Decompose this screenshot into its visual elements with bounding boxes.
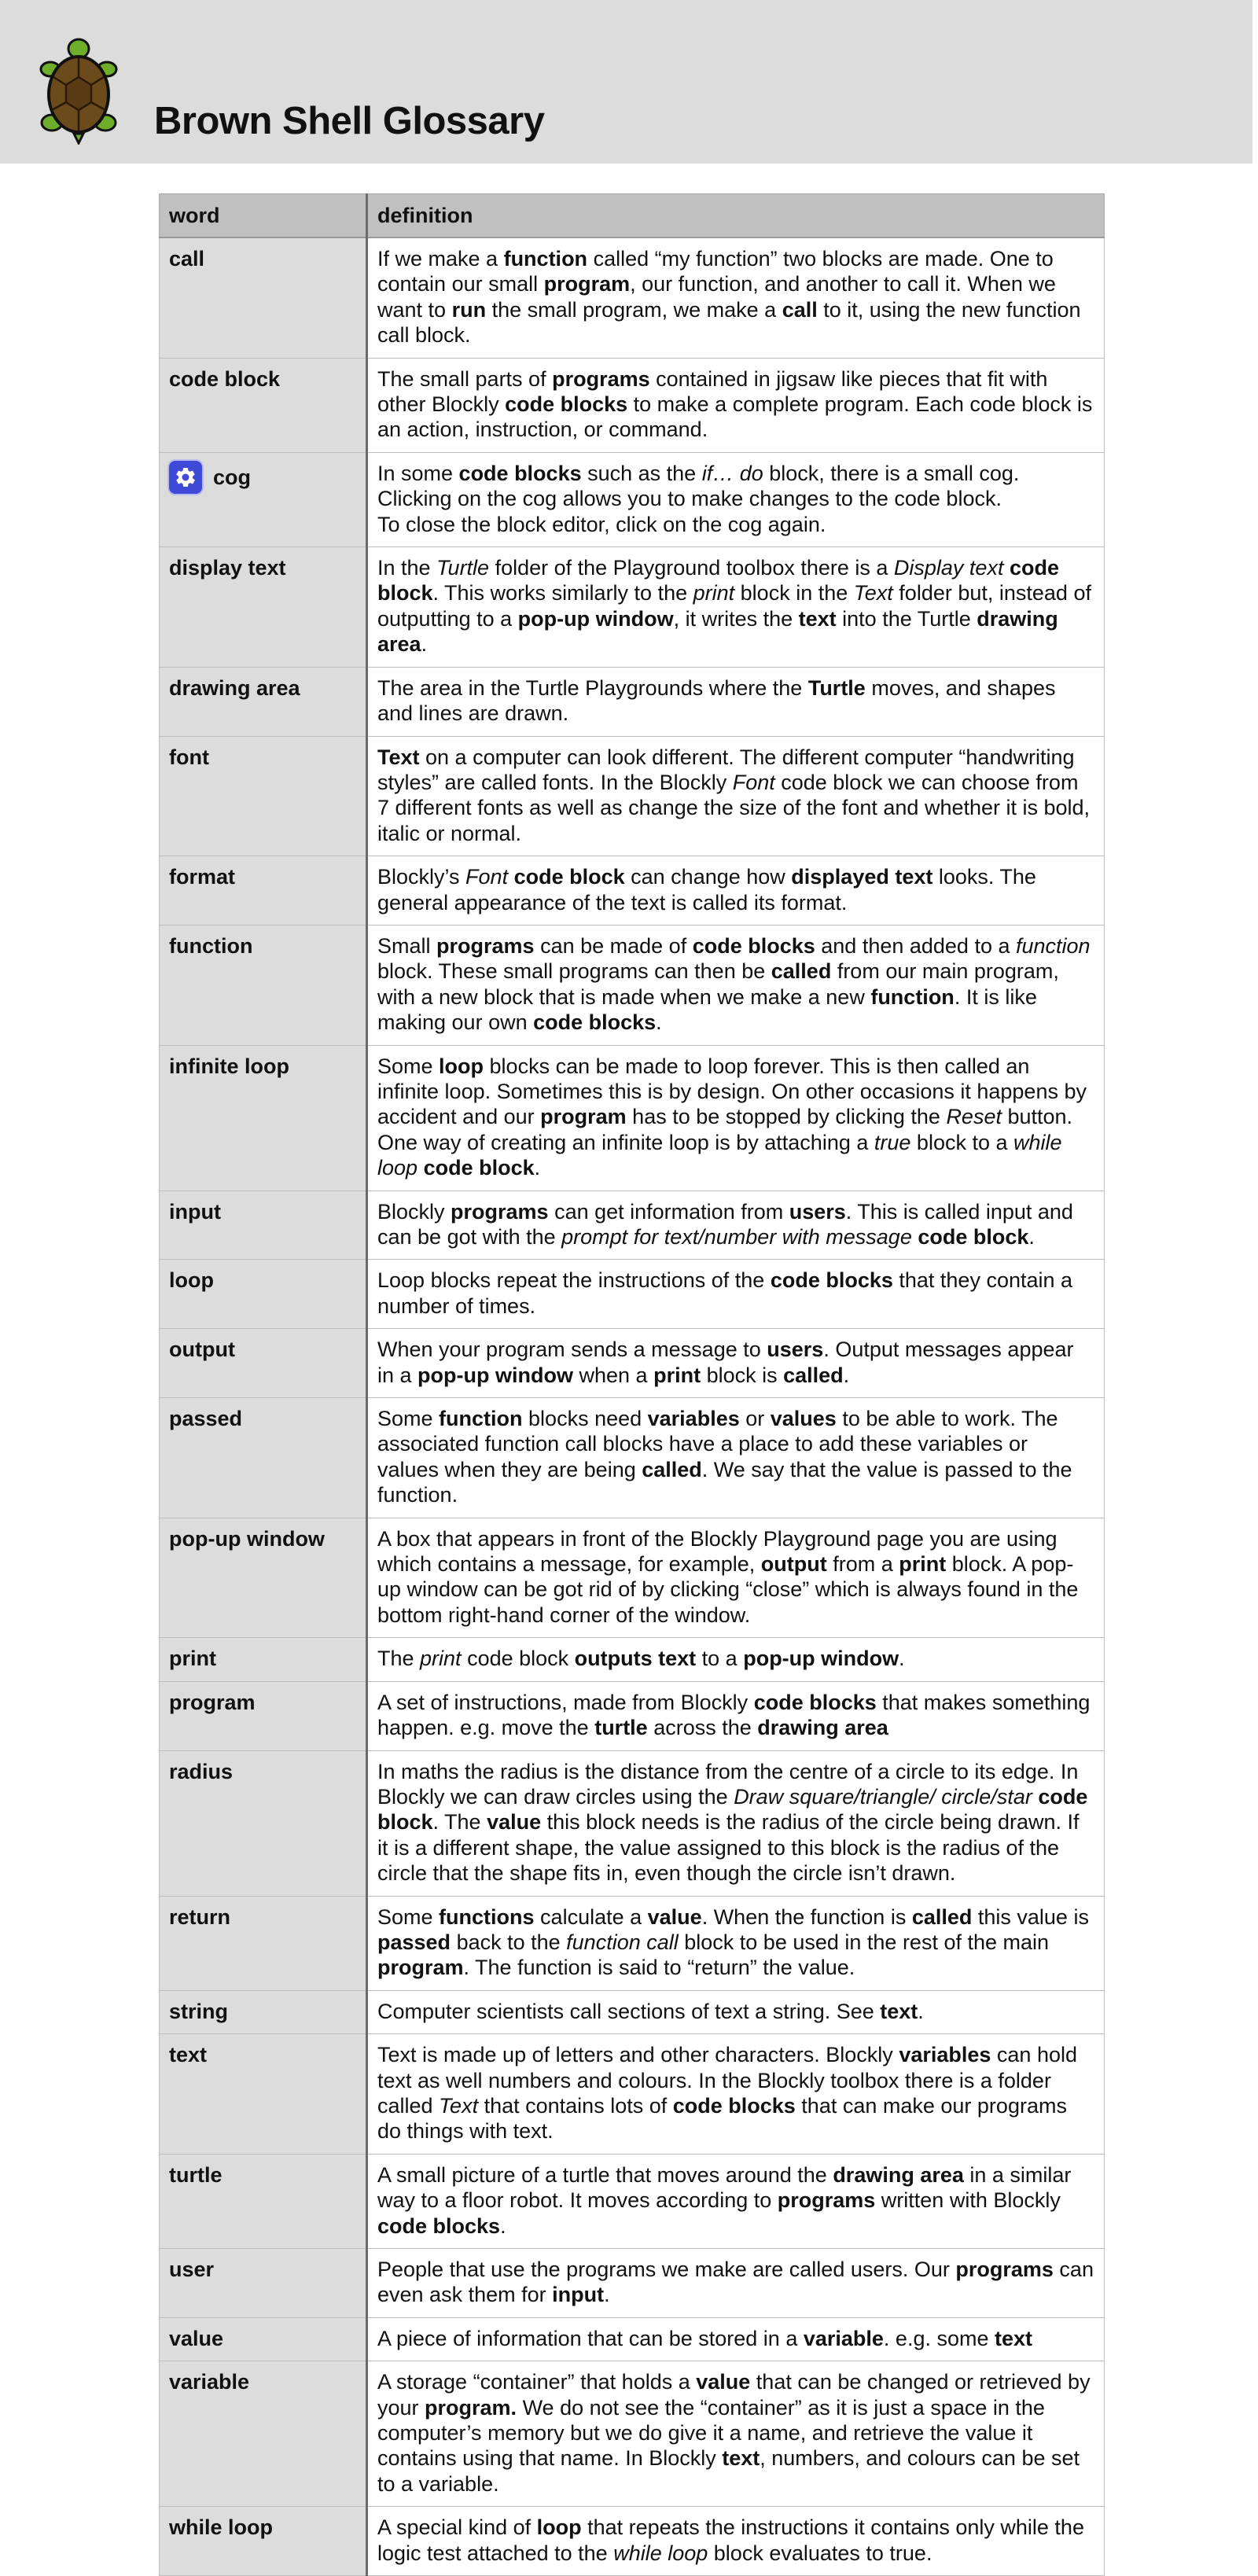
- table-header-row: [160, 194, 1105, 238]
- table-row: [160, 2317, 1105, 2361]
- definition-reference: Text: [439, 2093, 479, 2118]
- definition-text: Some: [377, 1054, 440, 1078]
- glossary-word: [160, 2361, 367, 2507]
- definition-text: A piece of information that can be stored in a: [377, 2326, 804, 2350]
- definition-text: or: [739, 1407, 771, 1431]
- glossary-definition: [367, 2249, 1105, 2318]
- glossary-definition: [367, 2361, 1105, 2507]
- definition-term: programs: [436, 933, 535, 958]
- glossary-word: [160, 925, 367, 1045]
- definition-text: [1003, 556, 1010, 580]
- definition-term: text: [995, 2326, 1033, 2350]
- definition-reference: while loop: [613, 2541, 708, 2565]
- definition-term: program.: [425, 2395, 517, 2420]
- glossary-word-label: string: [169, 1999, 229, 2023]
- glossary-word-label: print: [169, 1647, 216, 1671]
- definition-text: . It is like making our own: [377, 984, 1037, 1035]
- definition-text: Blockly’s: [377, 865, 466, 889]
- definition-text: folder but, instead of outputting to a: [377, 581, 1091, 631]
- definition-term: output: [760, 1552, 827, 1577]
- definition-text: and then added to a: [815, 933, 1016, 958]
- glossary-definition: [367, 1398, 1105, 1518]
- definition-text: A small picture of a turtle that moves around the: [377, 2162, 833, 2187]
- definition-text: that repeats the instructions it contains only while the logic test attached to the: [377, 2515, 1084, 2565]
- definition-term: turtle: [594, 1716, 648, 1740]
- glossary-word: [160, 1990, 367, 2033]
- definition-text: .: [604, 2283, 610, 2307]
- definition-text: Some: [377, 1904, 440, 1929]
- glossary-word-label: user: [169, 2258, 215, 2281]
- table-row: [160, 1750, 1105, 1896]
- definition-text: this block needs is the radius of the circle being drawn. If it is a different shape, the value assigned to this block is the radius of the circle that the shape fits in, even though the circle isn’t drawn.: [377, 1810, 1080, 1886]
- definition-text: that they contain a number of times.: [377, 1268, 1073, 1318]
- table-row: [160, 2507, 1105, 2576]
- glossary-word-label: while loop: [169, 2515, 273, 2540]
- definition-text: [417, 1156, 424, 1179]
- definition-text: . e.g. some: [883, 2326, 995, 2350]
- definition-term: print: [899, 1552, 947, 1577]
- glossary-definition: [367, 1896, 1105, 1990]
- table-row: [160, 2034, 1105, 2155]
- definition-term: programs: [451, 1199, 549, 1224]
- definition-text: A box that appears in front of the Blockly Playground page you are using which contains a message, for example,: [377, 1526, 1058, 1577]
- definition-term: drawing area: [377, 606, 1058, 657]
- definition-term: program: [377, 1956, 464, 1980]
- definition-text: The small parts of: [377, 366, 553, 391]
- glossary-word-label: format: [169, 865, 236, 889]
- definition-term: call: [782, 297, 818, 322]
- glossary-table: [159, 193, 1105, 2576]
- glossary-word-label: variable: [169, 2370, 250, 2394]
- glossary-definition: [367, 1638, 1105, 1681]
- definition-text: Small: [377, 933, 437, 958]
- glossary-definition: [367, 2154, 1105, 2248]
- definition-text: can even ask them for: [377, 2258, 1094, 2307]
- definition-text: can hold text as well numbers and colours. In the Blockly toolbox there is a folder called: [377, 2043, 1077, 2118]
- definition-term: code blocks: [692, 933, 815, 958]
- definition-text: block to be used in the rest of the main: [678, 1930, 1050, 1954]
- table-row: [160, 736, 1105, 856]
- definition-term: program: [540, 1105, 627, 1129]
- definition-text: blocks can be made to loop forever. This is then called an infinite loop. Sometimes this is by design. On other occasions it happens by accident and our: [377, 1054, 1087, 1129]
- glossary-word-label: code block: [169, 366, 281, 391]
- glossary-word-label: program: [169, 1690, 256, 1714]
- table-row: [160, 1260, 1105, 1329]
- definition-text: In some: [377, 461, 459, 485]
- definition-reference: function: [1016, 933, 1091, 958]
- definition-text: that can be changed or retrieved by your: [377, 2370, 1091, 2420]
- definition-term: function: [439, 1407, 523, 1431]
- table-row: [160, 1990, 1105, 2033]
- glossary-definition: [367, 1045, 1105, 1190]
- definition-text: .: [656, 1010, 662, 1035]
- definition-text: from a: [826, 1552, 899, 1577]
- definition-term: code blocks: [458, 461, 582, 485]
- definition-text: . When the function is: [701, 1904, 912, 1929]
- glossary-definition: [367, 1681, 1105, 1750]
- glossary-word: [160, 2317, 367, 2361]
- table-row: [160, 358, 1105, 452]
- glossary-word: [160, 1190, 367, 1260]
- table-row: [160, 1329, 1105, 1398]
- table-row: [160, 925, 1105, 1045]
- glossary-word: [160, 736, 367, 856]
- definition-text: that can make our programs do things with text.: [377, 2093, 1067, 2144]
- definition-text: has to be stopped by clicking the: [626, 1105, 947, 1129]
- definition-term: passed: [377, 1930, 451, 1954]
- glossary-word: [160, 2249, 367, 2318]
- definition-term: text: [722, 2446, 760, 2471]
- definition-text: .: [843, 1363, 850, 1387]
- definition-term: displayed text: [791, 865, 933, 889]
- glossary-definition: [367, 358, 1105, 452]
- table-row: [160, 547, 1105, 668]
- table-row: [160, 1398, 1105, 1518]
- definition-text: . This works similarly to the: [432, 581, 693, 605]
- definition-term: value: [696, 2370, 751, 2394]
- definition-text: blocks need: [522, 1407, 648, 1431]
- glossary-word: [160, 1398, 367, 1518]
- definition-text: Computer scientists call sections of text a string. See: [377, 1999, 881, 2023]
- glossary-word-label: infinite loop: [169, 1054, 289, 1078]
- glossary-definition: [367, 1750, 1105, 1896]
- table-row: [160, 667, 1105, 736]
- definition-term: variables: [899, 2043, 991, 2067]
- definition-text: If we make a: [377, 247, 504, 270]
- definition-text: When your program sends a message to: [377, 1338, 767, 1362]
- definition-term: program: [543, 272, 631, 296]
- turtle-logo-icon: [36, 38, 121, 145]
- definition-text: , our function, and another to call it. When we want to: [377, 272, 1056, 322]
- definition-text: into the Turtle: [836, 606, 977, 631]
- glossary-word: [160, 237, 367, 358]
- definition-term: outputs text: [574, 1647, 697, 1671]
- definition-text: A storage “container” that holds a: [377, 2370, 697, 2394]
- glossary-definition: [367, 856, 1105, 926]
- definition-text: such as the: [581, 461, 702, 485]
- definition-text: People that use the programs we make are called users. Our: [377, 2258, 956, 2281]
- definition-reference: print: [420, 1647, 462, 1671]
- definition-term: drawing area: [833, 2162, 964, 2187]
- definition-term: programs: [777, 2188, 876, 2213]
- glossary-definition: [367, 1190, 1105, 1260]
- definition-text: In the: [377, 556, 437, 580]
- glossary-word: [160, 358, 367, 452]
- glossary-word-label: font: [169, 745, 209, 769]
- glossary-word-label: loop: [169, 1268, 214, 1293]
- glossary-definition: [367, 925, 1105, 1045]
- definition-reference: Font: [732, 770, 775, 794]
- definition-text: .: [1028, 1225, 1035, 1249]
- definition-text: The: [377, 1647, 421, 1671]
- glossary-word: [160, 452, 367, 546]
- definition-term: text: [798, 606, 837, 631]
- definition-text: .: [918, 1999, 924, 2023]
- definition-term: programs: [955, 2258, 1054, 2281]
- glossary-definition: [367, 452, 1105, 546]
- definition-text: Some: [377, 1407, 440, 1431]
- glossary-word-label: display text: [169, 556, 286, 580]
- definition-text: folder of the Playground toolbox there is a: [489, 556, 894, 580]
- definition-term: variables: [647, 1407, 740, 1431]
- definition-term: called: [911, 1904, 973, 1929]
- definition-term: loop: [439, 1054, 484, 1078]
- definition-text: when a: [573, 1363, 654, 1387]
- definition-text: block in the: [734, 581, 854, 605]
- cog-icon: [169, 461, 202, 494]
- definition-term: called: [783, 1363, 844, 1387]
- definition-reference: print: [693, 581, 735, 605]
- definition-text: to it, using the new function call block.: [377, 297, 1081, 348]
- definition-text: block is: [701, 1363, 784, 1387]
- definition-text: contained in jigsaw like pieces that fit with other Blockly: [377, 366, 1048, 417]
- definition-term: function: [503, 247, 588, 270]
- definition-term: Text: [377, 745, 420, 769]
- column-header-word: word: [160, 194, 367, 238]
- table-row: [160, 1045, 1105, 1190]
- glossary-word: [160, 1260, 367, 1329]
- table-row: [160, 452, 1105, 546]
- definition-term: value: [487, 1810, 542, 1834]
- glossary-word: [160, 547, 367, 668]
- table-row: [160, 1638, 1105, 1681]
- header-edge: [1252, 0, 1258, 164]
- column-header-definition: definition: [367, 194, 1105, 238]
- glossary-definition: [367, 547, 1105, 668]
- definition-text: .: [500, 2214, 506, 2238]
- glossary-word: [160, 1329, 367, 1398]
- definition-reference: Turtle: [436, 556, 490, 580]
- definition-text: that contains lots of: [478, 2093, 673, 2118]
- definition-text: on a computer can look different. The different computer “handwriting styles” are called fonts. In the Blockly: [377, 745, 1075, 794]
- glossary-word-label: return: [169, 1904, 231, 1929]
- definition-text: back to the: [451, 1930, 567, 1954]
- definition-text: . Output messages appear in a: [377, 1338, 1074, 1387]
- definition-term: code block: [423, 1156, 535, 1180]
- definition-text: . The: [432, 1810, 487, 1834]
- definition-text: block. A pop-up window can be got rid of by clicking “close” which is always found in the bottom right-hand corner of the window.: [377, 1552, 1079, 1627]
- table-row: [160, 2154, 1105, 2248]
- glossary-word-label: input: [169, 1199, 221, 1224]
- definition-text: looks. The general appearance of the text is called its format.: [377, 865, 1036, 914]
- definition-reference: Draw square/triangle/ circle/star: [734, 1784, 1032, 1809]
- definition-text: across the: [647, 1716, 758, 1740]
- glossary-definition: [367, 1260, 1105, 1329]
- glossary-word-label: call: [169, 247, 205, 270]
- definition-reference: while loop: [377, 1130, 1062, 1180]
- definition-text: to make a complete program. Each code block is an action, instruction, or command.: [377, 392, 1093, 442]
- table-row: [160, 1518, 1105, 1638]
- definition-term: print: [653, 1363, 701, 1387]
- definition-term: pop-up window: [417, 1363, 573, 1387]
- glossary-word-label: turtle: [169, 2162, 223, 2187]
- definition-text: Loop blocks repeat the instructions of the: [377, 1268, 771, 1293]
- definition-term: code block: [513, 865, 625, 889]
- glossary-table-container: [159, 193, 1104, 2576]
- glossary-definition: [367, 1329, 1105, 1398]
- glossary-word: [160, 1638, 367, 1681]
- definition-text: code block: [461, 1647, 575, 1671]
- definition-term: code block: [918, 1225, 1029, 1249]
- definition-term: Turtle: [807, 675, 866, 700]
- glossary-word: [160, 2034, 367, 2155]
- definition-text: To close the block editor, click on the cog again.: [377, 512, 826, 536]
- glossary-word: [160, 2154, 367, 2248]
- glossary-word: [160, 1045, 367, 1190]
- page-title: Brown Shell Glossary: [154, 100, 545, 142]
- glossary-definition: [367, 1518, 1105, 1638]
- definition-term: code blocks: [533, 1010, 657, 1035]
- definition-text: in a similar way to a floor robot. It moves according to: [377, 2162, 1072, 2213]
- glossary-word: [160, 1681, 367, 1750]
- glossary-word: [160, 1750, 367, 1896]
- glossary-word: [160, 856, 367, 926]
- definition-term: value: [647, 1904, 702, 1929]
- definition-term: code blocks: [672, 2093, 796, 2118]
- glossary-definition: [367, 2034, 1105, 2155]
- definition-term: variable: [803, 2326, 884, 2350]
- definition-term: drawing area: [757, 1716, 888, 1740]
- glossary-definition: [367, 2507, 1105, 2576]
- definition-text: The area in the Turtle Playgrounds where the: [377, 675, 808, 700]
- definition-text: .: [421, 632, 428, 657]
- glossary-definition: [367, 237, 1105, 358]
- definition-text: can get information from: [548, 1199, 789, 1224]
- definition-term: pop-up window: [743, 1647, 899, 1671]
- definition-term: input: [552, 2283, 605, 2307]
- definition-text: .: [899, 1647, 905, 1671]
- definition-text: that makes something happen. e.g. move the: [377, 1690, 1091, 1740]
- glossary-definition: [367, 736, 1105, 856]
- definition-term: text: [880, 1999, 918, 2023]
- definition-text: written with Blockly: [875, 2188, 1061, 2213]
- definition-term: code blocks: [377, 2214, 501, 2238]
- definition-text: to a: [696, 1647, 744, 1671]
- definition-reference: true: [874, 1130, 911, 1154]
- definition-text: can be made of: [534, 933, 693, 958]
- definition-term: called: [642, 1457, 702, 1481]
- definition-reference: Reset: [946, 1105, 1002, 1129]
- table-row: [160, 1896, 1105, 1990]
- glossary-word-label: function: [169, 933, 253, 958]
- table-row: [160, 2361, 1105, 2507]
- definition-term: code block: [377, 556, 1060, 605]
- definition-term: run: [451, 297, 487, 322]
- table-row: [160, 856, 1105, 926]
- definition-text: A special kind of: [377, 2515, 537, 2540]
- definition-text: block evaluates to true.: [708, 2541, 932, 2565]
- definition-term: code blocks: [770, 1268, 893, 1293]
- glossary-word-label: value: [169, 2326, 224, 2350]
- glossary-word-label: cog: [213, 465, 252, 489]
- glossary-word-label: passed: [169, 1407, 243, 1431]
- definition-term: loop: [536, 2515, 582, 2540]
- definition-term: values: [770, 1407, 837, 1431]
- definition-term: users: [767, 1338, 824, 1362]
- definition-term: users: [789, 1199, 846, 1224]
- definition-text: Blockly: [377, 1199, 451, 1224]
- glossary-word: [160, 2507, 367, 2576]
- definition-term: pop-up window: [517, 606, 674, 631]
- glossary-word: [160, 667, 367, 736]
- glossary-word-label: text: [169, 2043, 208, 2067]
- definition-text: . We say that the value is passed to the function.: [377, 1457, 1072, 1507]
- definition-text: .: [534, 1156, 541, 1180]
- definition-text: Text is made up of letters and other characters. Blockly: [377, 2043, 899, 2067]
- definition-term: called: [771, 959, 832, 984]
- definition-text: . The function is said to “return” the value.: [463, 1956, 855, 1980]
- glossary-word: [160, 1896, 367, 1990]
- word-with-icon: [169, 461, 251, 494]
- definition-text: from our main program, with a new block that is made when we make a new: [377, 959, 1059, 1009]
- table-row: [160, 1190, 1105, 1260]
- definition-text: . This is called input and can be got with the: [377, 1199, 1073, 1249]
- definition-text: called “my function” two blocks are made. One to contain our small: [377, 247, 1054, 296]
- table-row: [160, 2249, 1105, 2318]
- definition-reference: if… do: [701, 461, 763, 485]
- definition-term: code blocks: [753, 1690, 877, 1714]
- definition-text: In maths the radius is the distance from the centre of a circle to its edge. In Blockly we can draw circles using the: [377, 1759, 1079, 1809]
- definition-text: block to a: [910, 1130, 1013, 1154]
- glossary-word: [160, 1518, 367, 1638]
- definition-text: button. One way of creating an infinite loop is by attaching a: [377, 1105, 1073, 1154]
- definition-text: block, there is a small cog. Clicking on the cog allows you to make changes to the code block.: [377, 461, 1020, 511]
- definition-reference: Display text: [893, 556, 1004, 580]
- definition-reference: Font: [465, 865, 509, 889]
- table-row: [160, 237, 1105, 358]
- definition-text: [508, 865, 514, 889]
- definition-term: functions: [439, 1904, 535, 1929]
- definition-text: to be able to work. The associated function call blocks have a place to add these variables or values when they are being: [377, 1407, 1058, 1481]
- definition-text: block. These small programs can then be: [377, 959, 771, 984]
- definition-reference: function call: [566, 1930, 679, 1954]
- definition-text: code block we can choose from 7 different fonts as well as change the size of the font and whether it is bold, italic or normal.: [377, 770, 1091, 845]
- glossary-definition: [367, 667, 1105, 736]
- glossary-definition: [367, 1990, 1105, 2033]
- definition-text: , numbers, and colours can be set to a variable.: [377, 2446, 1080, 2496]
- definition-reference: prompt for text/number with message: [561, 1225, 912, 1249]
- definition-text: calculate a: [534, 1904, 648, 1929]
- definition-text: can change how: [624, 865, 792, 889]
- definition-term: code blocks: [505, 392, 628, 417]
- definition-text: We do not see the “container” as it is just a space in the computer’s memory but we do give it a name, and retrieve the value it contains using that name. In Blockly: [377, 2395, 1045, 2471]
- glossary-word-label: radius: [169, 1759, 234, 1783]
- definition-text: A set of instructions, made from Blockly: [377, 1690, 754, 1714]
- glossary-word-label: drawing area: [169, 675, 300, 700]
- definition-term: programs: [552, 366, 650, 391]
- definition-text: , it writes the: [673, 606, 799, 631]
- definition-text: this value is: [972, 1904, 1089, 1929]
- table-row: [160, 1681, 1105, 1750]
- glossary-definition: [367, 2317, 1105, 2361]
- definition-text: moves, and shapes and lines are drawn.: [377, 675, 1056, 726]
- glossary-rows: [160, 237, 1105, 2576]
- definition-term: function: [870, 984, 955, 1009]
- definition-term: code block: [377, 1784, 1088, 1834]
- definition-text: the small program, we make a: [486, 297, 782, 322]
- glossary-word-label: pop-up window: [169, 1526, 325, 1551]
- glossary-word-label: output: [169, 1338, 235, 1362]
- definition-reference: Text: [853, 581, 893, 605]
